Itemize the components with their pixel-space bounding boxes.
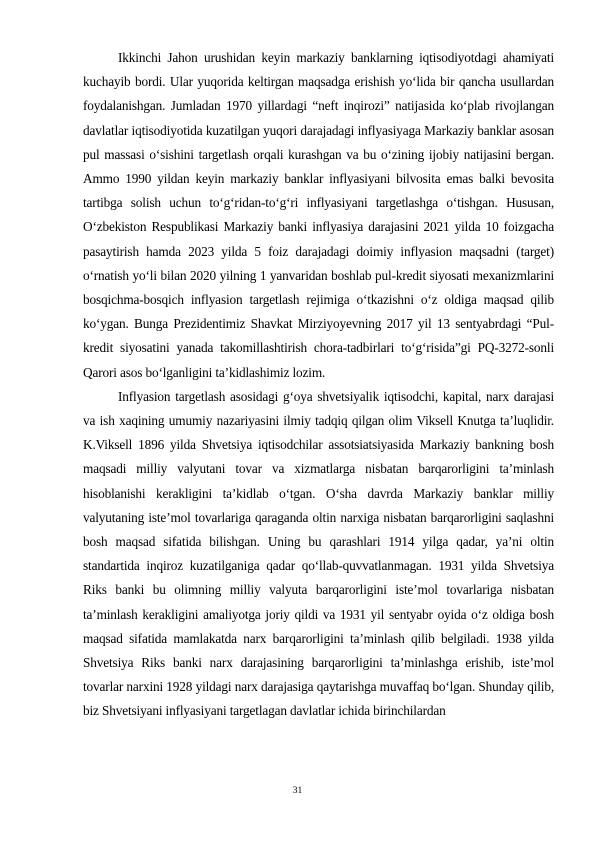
body-text [83,46,554,724]
paragraph-1: Ikkinchi Jahon urushidan keyin markaziy banklarning iqtisodiyotdagi ahamiyati kuchayib bordi. Ular yuqorida keltirgan maqsadga erishish yo‘lida bir qancha usullardan foydalanishgan. Jumladan 1970 yillardagi “neft inqirozi” natijasida ko‘plab rivojlangan davlatlar iqtisodiyotida kuzatilgan yuqori darajadagi inflyasiyaga Markaziy banklar asosan pul massasi o‘sishini targetlash orqali kurashgan va bu o‘zining ijobiy natijasini bergan. Ammo 1990 yildan keyin markaziy banklar inflyasiyani bilvosita emas balki bevosita tartibga solish uchun to‘g‘ridan-to‘g‘ri inflyasiyani targetlashga o‘tishgan. Hususan, O‘zbekiston Respublikasi Markaziy banki inflyasiya darajasini 2021 yilda 10 foizgacha pasaytirish hamda 2023 yilda 5 foiz darajadagi doimiy inflyasion maqsadni (target) o‘rnatish yo‘li bilan 2020 yilning 1 yanvaridan boshlab pul-kredit siyosati mexanizmlarini bosqichma-bosqich inflyasion targetlash rejimiga o‘tkazishni o‘z oldiga maqsad qilib ko‘ygan. Bunga Prezidentimiz Shavkat Mirziyoyevning 2017 yil 13 sentyabrdagi “Pul-kredit siyosatini yanada takomillashtirish chora-tadbirlari to‘g‘risida”gi PQ-3272-sonli Qarori asos bo‘lganligini ta’kidlashimiz lozim. [83,50,554,380]
paragraph-2: Inflyasion targetlash asosidagi g‘oya shvetsiyalik iqtisodchi, kapital, narx darajasi va ish xaqining umumiy nazariyasini ilmiy tadqiq qilgan olim Viksell Knutga ta’luqlidir. K.Viksell 1896 yilda Shvetsiya iqtisodchilar assotsiatsiyasida Markaziy bankning bosh maqsadi milliy valyutani tovar va xizmatlarga nisbatan barqarorligini ta’minlash hisoblanishi kerakligini ta’kidlab o‘tgan. O‘sha davrda Markaziy banklar milliy valyutaning iste’mol tovarlariga qaraganda oltin narxiga nisbatan barqarorligini saqlashni bosh maqsad sifatida bilishgan. Uning bu qarashlari 1914 yilga qadar, ya’ni oltin standartida inqiroz kuzatilganiga qadar qo‘llab-quvvatlanmagan. 1931 yilda Shvetsiya Riks banki bu olimning milliy valyuta barqarorligini iste’mol tovarlariga nisbatan ta’minlash kerakligini amaliyotga joriy qildi va 1931 yil sentyabr oyida o‘z oldiga bosh maqsad sifatida mamlakatda narx barqarorligini ta’minlash qilib belgiladi. 1938 yilda Shvetsiya Riks banki narx darajasining barqarorligini ta’minlashga erishib, iste’mol tovarlar narxini 1928 yildagi narx darajasiga qaytarishga muvaffaq bo‘lgan. Shunday qilib, biz Shvetsiyani inflyasiyani targetlagan davlatlar ichida birinchilardan [83,388,554,719]
page-number: 31 [292,786,303,796]
